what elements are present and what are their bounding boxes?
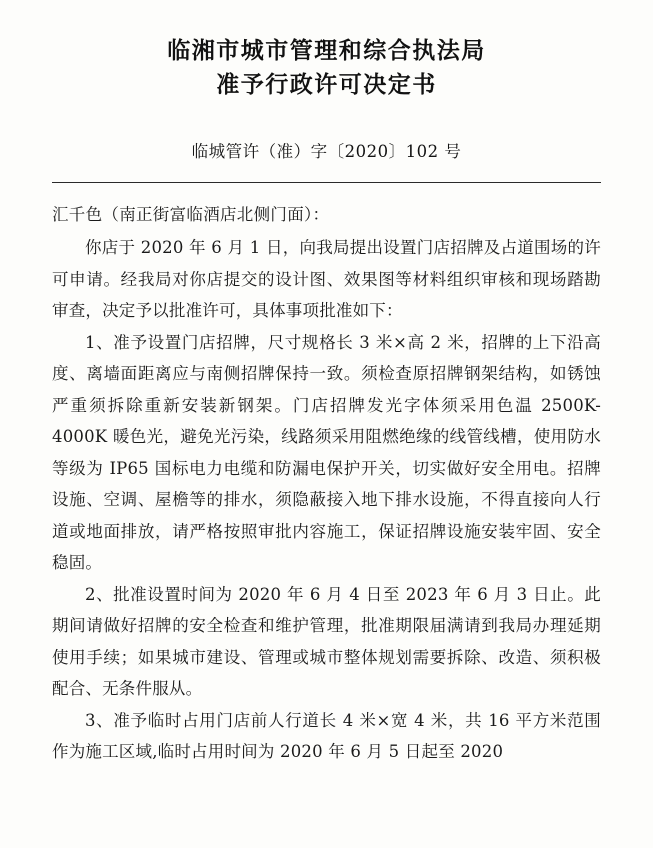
document-number: 临城管许（准）字〔2020〕102 号 — [191, 142, 462, 161]
page-title-line-2: 准予行政许可决定书 — [216, 71, 437, 98]
document-body — [52, 199, 601, 768]
page-title-line-1: 临湘市城市管理和综合执法局 — [167, 37, 486, 64]
body-paragraph-4: 3、准予临时占用门店前人行道长 4 米×宽 4 米，共 16 平方米范围作为施工区域,临时占用时间为 2020 年 6 月 5 日起至 2020 — [52, 710, 601, 761]
body-paragraph-2: 1、准予设置门店招牌，尺寸规格长 3 米×高 2 米，招牌的上下沿高度、离墙面距离应与南侧招牌保持一致。须检查原招牌钢架结构，如锈蚀严重须拆除重新安装新钢架。门店招牌发光字体须采用色温 2500K-4000K 暖色光，避免光污染，线路须采用阻燃绝缘的线管线槽，使用防水等级为 IP65 国标电力电缆和防漏电保护开关，切实做好安全用电。招牌设施、空调、屋檐等的排水，须隐蔽接入地下排水设施，不得直接向人行道或地面排放，请严格按照审批内容施工，保证招牌设施安装牢固、安全稳固。 — [52, 332, 601, 572]
header-divider — [52, 182, 601, 183]
addressee-line: 汇千色（南正街富临酒店北侧门面）： — [52, 205, 330, 224]
body-paragraph-3: 2、批准设置时间为 2020 年 6 月 4 日至 2023 年 6 月 3 日止。此期间请做好招牌的安全检查和维护管理，批准期限届满请到我局办理延期使用手续；如果城市建设、管理或城市整体规划需要拆除、改造、须积极配合、无条件服从。 — [52, 584, 601, 698]
document-title-block — [52, 0, 601, 102]
body-paragraph-1: 你店于 2020 年 6 月 1 日，向我局提出设置门店招牌及占道围场的许可申请。经我局对你店提交的设计图、效果图等材料组织审核和现场踏勘审查，决定予以批准许可，具体事项批准如下： — [52, 238, 601, 320]
